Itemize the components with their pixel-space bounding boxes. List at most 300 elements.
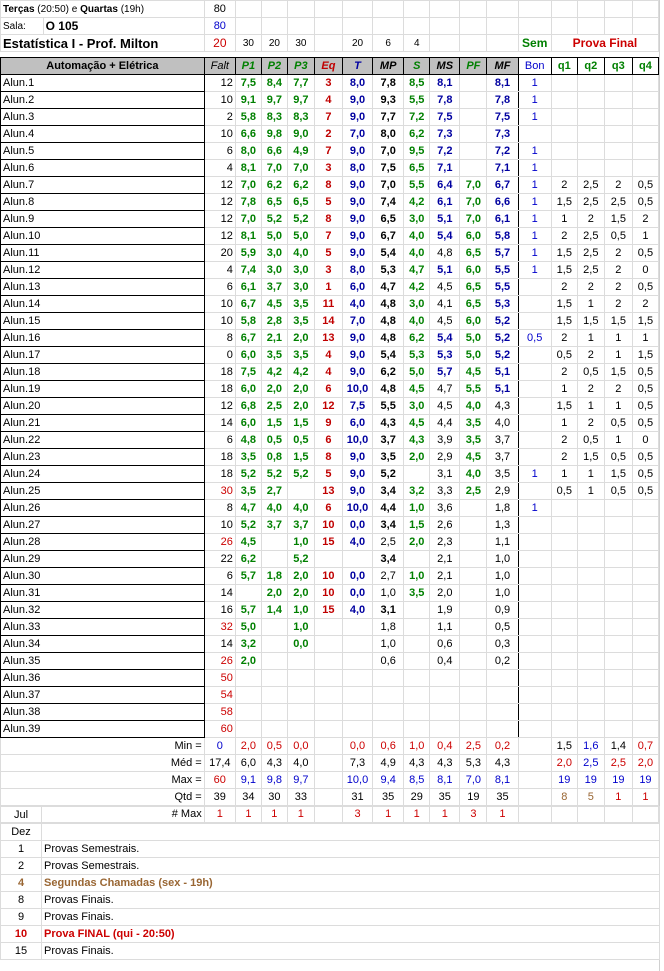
stats-value[interactable]: 1,0 (404, 738, 430, 755)
cell-bon[interactable]: 1 (518, 143, 551, 160)
cell-mp[interactable]: 4,8 (373, 330, 404, 347)
cell-q3[interactable]: 1 (604, 432, 632, 449)
cell-s[interactable]: 8,5 (404, 75, 430, 92)
cell-mf[interactable]: 5,1 (487, 364, 518, 381)
stats-value[interactable]: 6,0 (235, 755, 261, 772)
cell-mf[interactable]: 7,1 (487, 160, 518, 177)
stats-value[interactable]: 3 (342, 806, 372, 823)
calendar-text[interactable]: Segundas Chamadas (sex - 19h) (42, 875, 660, 892)
cell-p3[interactable]: 2,0 (287, 398, 314, 415)
cell-p3[interactable]: 9,0 (287, 126, 314, 143)
cell-faltas[interactable]: 12 (204, 228, 235, 245)
cell-q2[interactable] (577, 500, 604, 517)
cell-q4[interactable] (632, 704, 658, 721)
cell-mf[interactable] (487, 704, 518, 721)
calendar-day[interactable]: 15 (1, 943, 42, 960)
cell-p2[interactable]: 4,5 (261, 296, 287, 313)
cell-pf[interactable] (460, 75, 487, 92)
cell-student-name[interactable]: Alun.29 (1, 551, 205, 568)
cell-p2[interactable] (261, 687, 287, 704)
calendar-text[interactable]: Provas Finais. (42, 909, 660, 926)
cell-p1[interactable]: 6,8 (235, 398, 261, 415)
cell-q1[interactable] (551, 160, 577, 177)
cell-eq[interactable]: 13 (314, 330, 342, 347)
stats-value[interactable]: 1 (204, 806, 235, 823)
cell-p3[interactable]: 2,0 (287, 568, 314, 585)
cell-eq[interactable]: 9 (314, 415, 342, 432)
cell-s[interactable]: 4,2 (404, 194, 430, 211)
calendar-text[interactable]: Provas Semestrais. (42, 858, 660, 875)
cell-mf[interactable]: 5,2 (487, 313, 518, 330)
stats-value[interactable]: 0,4 (430, 738, 460, 755)
cell-p1[interactable] (235, 704, 261, 721)
cell-mp[interactable] (373, 721, 404, 738)
cell-t[interactable]: 9,0 (342, 466, 372, 483)
cell-q4[interactable] (632, 126, 658, 143)
sem-label[interactable]: Sem (518, 35, 551, 52)
cell-q1[interactable] (551, 687, 577, 704)
cell-q1[interactable] (551, 670, 577, 687)
cell-p1[interactable]: 5,9 (235, 245, 261, 262)
cell-s[interactable]: 3,0 (404, 211, 430, 228)
cell-student-name[interactable]: Alun.18 (1, 364, 205, 381)
stats-value[interactable]: 2,0 (235, 738, 261, 755)
cell-eq[interactable]: 4 (314, 92, 342, 109)
col-mp[interactable]: MP (373, 58, 404, 75)
cell-p3[interactable]: 2,0 (287, 381, 314, 398)
cell-s[interactable]: 2,0 (404, 534, 430, 551)
cell-eq[interactable]: 12 (314, 398, 342, 415)
cell-q2[interactable] (577, 551, 604, 568)
cell-s[interactable]: 4,2 (404, 279, 430, 296)
cell-bon[interactable]: 1 (518, 194, 551, 211)
cell-faltas[interactable]: 18 (204, 364, 235, 381)
stats-value[interactable]: 4,9 (373, 755, 404, 772)
cell-bon[interactable] (518, 347, 551, 364)
cell-q4[interactable] (632, 602, 658, 619)
cell-student-name[interactable]: Alun.26 (1, 500, 205, 517)
cell-student-name[interactable]: Alun.6 (1, 160, 205, 177)
cell-p1[interactable]: 5,7 (235, 602, 261, 619)
cell-p2[interactable]: 2,5 (261, 398, 287, 415)
cell-q1[interactable] (551, 721, 577, 738)
cell-mf[interactable]: 5,2 (487, 347, 518, 364)
stats-value[interactable]: 5,3 (460, 755, 487, 772)
cell-q4[interactable] (632, 585, 658, 602)
cell-p1[interactable]: 6,7 (235, 330, 261, 347)
cell-mp[interactable]: 4,8 (373, 313, 404, 330)
cell-eq[interactable]: 4 (314, 347, 342, 364)
cell-q4[interactable]: 0 (632, 262, 658, 279)
cell-mf[interactable]: 4,0 (487, 415, 518, 432)
cell-q4[interactable] (632, 687, 658, 704)
cell-eq[interactable] (314, 619, 342, 636)
cell-p1[interactable]: 5,8 (235, 313, 261, 330)
cell-q3[interactable]: 0,5 (604, 415, 632, 432)
cell-p3[interactable] (287, 721, 314, 738)
cell-q2[interactable] (577, 721, 604, 738)
cell-student-name[interactable]: Alun.25 (1, 483, 205, 500)
cell-q4[interactable]: 1,5 (632, 347, 658, 364)
calendar-day[interactable]: 4 (1, 875, 42, 892)
cell-p3[interactable]: 3,0 (287, 279, 314, 296)
cell-p2[interactable]: 1,4 (261, 602, 287, 619)
cell-mp[interactable]: 7,7 (373, 109, 404, 126)
cell-p2[interactable]: 5,0 (261, 228, 287, 245)
cell-t[interactable] (342, 687, 372, 704)
cell-pf[interactable]: 6,0 (460, 228, 487, 245)
cell-s[interactable]: 1,0 (404, 568, 430, 585)
cell-bon[interactable]: 1 (518, 245, 551, 262)
cell-t[interactable]: 4,0 (342, 602, 372, 619)
cell-p3[interactable] (287, 653, 314, 670)
cell-bon[interactable]: 1 (518, 262, 551, 279)
cell-q2[interactable]: 2,5 (577, 228, 604, 245)
cell-q3[interactable] (604, 585, 632, 602)
cell-faltas[interactable]: 8 (204, 500, 235, 517)
cell-q4[interactable]: 0,5 (632, 398, 658, 415)
cell-q2[interactable] (577, 619, 604, 636)
cell-student-name[interactable]: Alun.4 (1, 126, 205, 143)
cell-mf[interactable]: 5,8 (487, 228, 518, 245)
cell-eq[interactable]: 6 (314, 432, 342, 449)
cell-p2[interactable] (261, 653, 287, 670)
cell-eq[interactable] (314, 551, 342, 568)
cell-mp[interactable]: 7,4 (373, 194, 404, 211)
cell-mf[interactable]: 1,0 (487, 585, 518, 602)
cell-q1[interactable] (551, 75, 577, 92)
cell-ms[interactable]: 6,1 (430, 194, 460, 211)
stats-value[interactable] (314, 755, 342, 772)
col-q4[interactable]: q4 (632, 58, 658, 75)
cell-mp[interactable] (373, 670, 404, 687)
stats-value[interactable]: 34 (235, 789, 261, 806)
cell-t[interactable]: 10,0 (342, 432, 372, 449)
cell-mf[interactable]: 5,1 (487, 381, 518, 398)
cell-p3[interactable] (287, 483, 314, 500)
stats-value[interactable]: 2,5 (577, 755, 604, 772)
cell-bon[interactable] (518, 721, 551, 738)
cell-p3[interactable]: 5,2 (287, 466, 314, 483)
cell-q3[interactable] (604, 160, 632, 177)
cell-ms[interactable]: 7,8 (430, 92, 460, 109)
cell-ms[interactable]: 4,4 (430, 415, 460, 432)
cell-student-name[interactable]: Alun.20 (1, 398, 205, 415)
cell-q3[interactable] (604, 704, 632, 721)
cell-p2[interactable]: 7,0 (261, 160, 287, 177)
cell-p3[interactable]: 7,0 (287, 160, 314, 177)
cell-mf[interactable]: 6,7 (487, 177, 518, 194)
cell-q4[interactable]: 0,5 (632, 364, 658, 381)
cell-ms[interactable]: 4,5 (430, 313, 460, 330)
cell-q2[interactable] (577, 602, 604, 619)
cell-ms[interactable]: 8,1 (430, 75, 460, 92)
cell-p2[interactable]: 8,3 (261, 109, 287, 126)
cell-mp[interactable]: 7,8 (373, 75, 404, 92)
cell-ms[interactable]: 0,6 (430, 636, 460, 653)
cell-t[interactable] (342, 619, 372, 636)
cell-faltas[interactable]: 26 (204, 534, 235, 551)
cell-q2[interactable]: 2,5 (577, 177, 604, 194)
stats-value[interactable]: 1 (261, 806, 287, 823)
cell-mf[interactable]: 3,7 (487, 432, 518, 449)
cell-p2[interactable]: 1,8 (261, 568, 287, 585)
cell-student-name[interactable]: Alun.19 (1, 381, 205, 398)
cell-pf[interactable]: 7,0 (460, 194, 487, 211)
weight-s[interactable]: 4 (404, 35, 430, 52)
group-header[interactable]: Automação + Elétrica (1, 58, 205, 75)
cell-s[interactable]: 4,0 (404, 313, 430, 330)
cell-ms[interactable]: 2,9 (430, 449, 460, 466)
cell-q2[interactable]: 1,5 (577, 449, 604, 466)
cell-eq[interactable]: 6 (314, 500, 342, 517)
cell-eq[interactable]: 10 (314, 568, 342, 585)
cell-q3[interactable]: 2 (604, 296, 632, 313)
cell-ms[interactable]: 7,5 (430, 109, 460, 126)
cell-eq[interactable]: 7 (314, 143, 342, 160)
stats-value[interactable]: 0 (204, 738, 235, 755)
stats-value[interactable]: 4,3 (261, 755, 287, 772)
cell-q3[interactable]: 2 (604, 245, 632, 262)
cell-ms[interactable]: 3,9 (430, 432, 460, 449)
cell-q1[interactable]: 1,5 (551, 194, 577, 211)
cell-q1[interactable]: 2 (551, 449, 577, 466)
cell-q2[interactable]: 1 (577, 466, 604, 483)
cell-p3[interactable]: 8,3 (287, 109, 314, 126)
cell-q2[interactable]: 2 (577, 211, 604, 228)
cell-q1[interactable] (551, 534, 577, 551)
cell-p3[interactable]: 5,2 (287, 211, 314, 228)
cell-eq[interactable] (314, 687, 342, 704)
cell-q1[interactable]: 1,5 (551, 245, 577, 262)
cell-student-name[interactable]: Alun.13 (1, 279, 205, 296)
cell-p2[interactable]: 5,2 (261, 211, 287, 228)
cell-p1[interactable] (235, 670, 261, 687)
weight-t[interactable]: 20 (342, 35, 372, 52)
schedule-cell[interactable] (1, 1, 205, 18)
cell-mf[interactable]: 1,3 (487, 517, 518, 534)
cell-q4[interactable] (632, 619, 658, 636)
cell-q2[interactable] (577, 517, 604, 534)
cell-t[interactable]: 7,0 (342, 313, 372, 330)
cell-q4[interactable]: 1,5 (632, 313, 658, 330)
cell-t[interactable]: 9,0 (342, 92, 372, 109)
cell-q3[interactable]: 1,5 (604, 313, 632, 330)
stats-value[interactable] (518, 789, 551, 806)
stats-value[interactable] (314, 789, 342, 806)
cell-mp[interactable]: 3,7 (373, 432, 404, 449)
cell-t[interactable]: 9,0 (342, 364, 372, 381)
stats-value[interactable]: 33 (287, 789, 314, 806)
cell-p1[interactable]: 3,5 (235, 449, 261, 466)
col-bon[interactable]: Bon (518, 58, 551, 75)
cell-p3[interactable]: 2,0 (287, 330, 314, 347)
cell-mf[interactable]: 1,1 (487, 534, 518, 551)
cell-s[interactable]: 5,3 (404, 347, 430, 364)
cell-student-name[interactable]: Alun.38 (1, 704, 205, 721)
cell-p2[interactable]: 4,2 (261, 364, 287, 381)
stats-value[interactable]: 4,0 (287, 755, 314, 772)
cell-p2[interactable]: 3,7 (261, 517, 287, 534)
cell-student-name[interactable]: Alun.36 (1, 670, 205, 687)
cell-t[interactable]: 8,0 (342, 160, 372, 177)
cell-bon[interactable] (518, 364, 551, 381)
cell-t[interactable]: 9,0 (342, 194, 372, 211)
cell-eq[interactable] (314, 653, 342, 670)
cell-pf[interactable] (460, 534, 487, 551)
stats-value[interactable]: 19 (632, 772, 658, 789)
cell-q4[interactable] (632, 653, 658, 670)
cell-q1[interactable] (551, 636, 577, 653)
cell-faltas[interactable]: 18 (204, 381, 235, 398)
cell-q2[interactable]: 0,5 (577, 432, 604, 449)
cell-p3[interactable]: 1,0 (287, 602, 314, 619)
cell-p1[interactable]: 7,0 (235, 211, 261, 228)
cell-bon[interactable] (518, 687, 551, 704)
cell-mp[interactable]: 7,0 (373, 177, 404, 194)
cell-q4[interactable]: 0,5 (632, 449, 658, 466)
cell-t[interactable]: 6,0 (342, 279, 372, 296)
stats-value[interactable]: 19 (577, 772, 604, 789)
cell-t[interactable]: 0,0 (342, 517, 372, 534)
cell-q4[interactable] (632, 517, 658, 534)
cell-q2[interactable]: 2 (577, 381, 604, 398)
stats-value[interactable]: 10,0 (342, 772, 372, 789)
cell-t[interactable]: 10,0 (342, 381, 372, 398)
cell-student-name[interactable]: Alun.21 (1, 415, 205, 432)
cell-mf[interactable]: 5,5 (487, 279, 518, 296)
cell-bon[interactable] (518, 517, 551, 534)
cell-pf[interactable]: 5,0 (460, 347, 487, 364)
cell-p1[interactable]: 4,8 (235, 432, 261, 449)
cell-student-name[interactable]: Alun.8 (1, 194, 205, 211)
cell-ms[interactable] (430, 704, 460, 721)
stats-value[interactable]: 1 (404, 806, 430, 823)
cell-pf[interactable] (460, 721, 487, 738)
stats-value[interactable]: 1,5 (551, 738, 577, 755)
cell-pf[interactable] (460, 517, 487, 534)
cell-bon[interactable] (518, 602, 551, 619)
cell-p2[interactable]: 2,7 (261, 483, 287, 500)
cell-q4[interactable]: 0,5 (632, 483, 658, 500)
cell-q3[interactable] (604, 721, 632, 738)
cell-faltas[interactable]: 4 (204, 160, 235, 177)
cell-q2[interactable] (577, 687, 604, 704)
cell-faltas[interactable]: 50 (204, 670, 235, 687)
cell-pf[interactable]: 6,5 (460, 279, 487, 296)
cell-pf[interactable] (460, 500, 487, 517)
cell-mp[interactable]: 6,5 (373, 211, 404, 228)
cell-mp[interactable]: 6,7 (373, 228, 404, 245)
cell-bon[interactable]: 1 (518, 228, 551, 245)
cell-bon[interactable] (518, 381, 551, 398)
room-value[interactable]: O 105 (43, 18, 204, 35)
cell-bon[interactable] (518, 551, 551, 568)
cell-p1[interactable]: 6,6 (235, 126, 261, 143)
cell-p1[interactable]: 8,1 (235, 160, 261, 177)
cell-pf[interactable]: 6,0 (460, 262, 487, 279)
cell-mf[interactable]: 3,7 (487, 449, 518, 466)
cell-eq[interactable]: 8 (314, 211, 342, 228)
cell-mf[interactable]: 0,9 (487, 602, 518, 619)
cell-q1[interactable]: 1 (551, 415, 577, 432)
cell-faltas[interactable]: 58 (204, 704, 235, 721)
cell-q3[interactable] (604, 653, 632, 670)
cell-q2[interactable] (577, 160, 604, 177)
cell-s[interactable]: 3,0 (404, 296, 430, 313)
cell-faltas[interactable]: 12 (204, 398, 235, 415)
cell-q2[interactable] (577, 568, 604, 585)
cell-pf[interactable]: 4,5 (460, 449, 487, 466)
cell-q3[interactable]: 2,5 (604, 194, 632, 211)
cell-pf[interactable]: 7,0 (460, 177, 487, 194)
cell-ms[interactable]: 4,1 (430, 296, 460, 313)
cell-bon[interactable] (518, 636, 551, 653)
cell-q3[interactable] (604, 92, 632, 109)
cell-mf[interactable]: 6,1 (487, 211, 518, 228)
cell-eq[interactable]: 7 (314, 228, 342, 245)
cell-q3[interactable] (604, 551, 632, 568)
cell-ms[interactable]: 7,1 (430, 160, 460, 177)
cell-faltas[interactable]: 6 (204, 279, 235, 296)
cell-ms[interactable]: 1,9 (430, 602, 460, 619)
cell-ms[interactable]: 4,5 (430, 279, 460, 296)
cell-s[interactable] (404, 687, 430, 704)
cell-mp[interactable]: 9,3 (373, 92, 404, 109)
cell-p3[interactable]: 1,0 (287, 534, 314, 551)
cell-p2[interactable]: 0,5 (261, 432, 287, 449)
stats-label[interactable]: Méd = (1, 755, 205, 772)
cell-ms[interactable]: 5,1 (430, 262, 460, 279)
cell-q1[interactable]: 1,5 (551, 313, 577, 330)
cell-q4[interactable]: 0,5 (632, 194, 658, 211)
cell-pf[interactable] (460, 619, 487, 636)
cell-pf[interactable] (460, 126, 487, 143)
cell-bon[interactable]: 1 (518, 109, 551, 126)
cell-t[interactable]: 9,0 (342, 245, 372, 262)
cell-q2[interactable]: 1 (577, 483, 604, 500)
cell-mp[interactable]: 1,8 (373, 619, 404, 636)
cell-student-name[interactable]: Alun.23 (1, 449, 205, 466)
cell-student-name[interactable]: Alun.10 (1, 228, 205, 245)
cell-mp[interactable]: 8,0 (373, 126, 404, 143)
cell-ms[interactable] (430, 687, 460, 704)
stats-value[interactable]: 9,4 (373, 772, 404, 789)
cell-mf[interactable]: 5,3 (487, 296, 518, 313)
stats-value[interactable]: 4,3 (430, 755, 460, 772)
cell-p3[interactable]: 4,0 (287, 500, 314, 517)
cell-mp[interactable]: 4,8 (373, 381, 404, 398)
stats-value[interactable]: 8,1 (487, 772, 518, 789)
cell-q1[interactable]: 2 (551, 432, 577, 449)
cell-bon[interactable] (518, 398, 551, 415)
stats-value[interactable]: 31 (342, 789, 372, 806)
cell-faltas[interactable]: 16 (204, 602, 235, 619)
cell-p1[interactable]: 3,5 (235, 483, 261, 500)
cell-student-name[interactable]: Alun.14 (1, 296, 205, 313)
cell-eq[interactable]: 15 (314, 602, 342, 619)
stats-value[interactable]: 35 (373, 789, 404, 806)
cell-t[interactable] (342, 653, 372, 670)
cell-s[interactable]: 6,2 (404, 126, 430, 143)
cell-s[interactable]: 5,5 (404, 177, 430, 194)
cell-p1[interactable] (235, 721, 261, 738)
cell-mf[interactable]: 1,8 (487, 500, 518, 517)
cell-mp[interactable]: 5,3 (373, 262, 404, 279)
cell-s[interactable] (404, 636, 430, 653)
cell-q4[interactable] (632, 534, 658, 551)
cell-pf[interactable]: 4,5 (460, 364, 487, 381)
